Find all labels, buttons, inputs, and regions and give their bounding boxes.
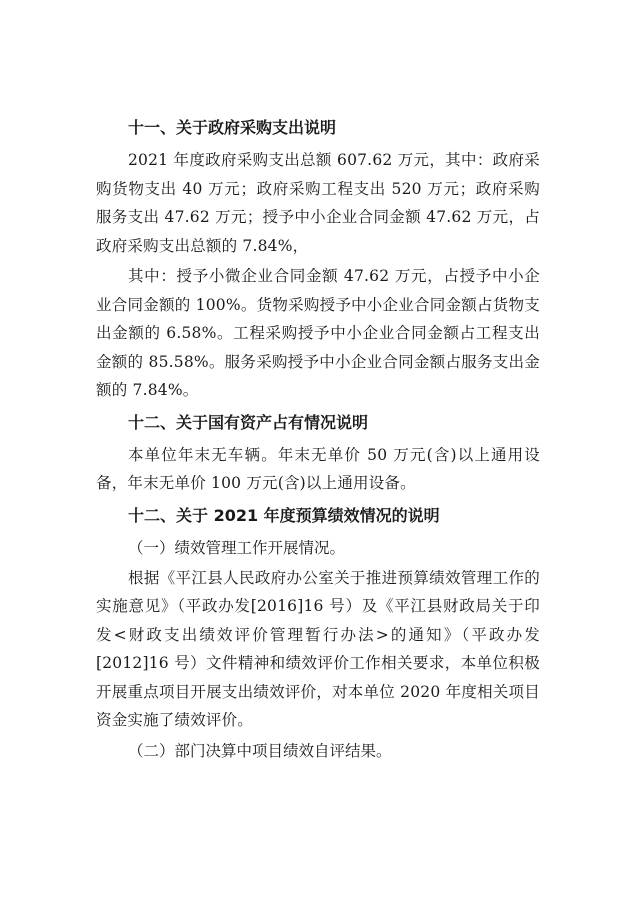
section-heading-budget-performance: 十二、关于 2021 年度预算绩效情况的说明 [128,505,440,525]
paragraph-procurement-total: 2021 年度政府采购支出总额 607.62 万元，其中：政府采购货物支出 40 万元；政府采购工程支出 520 万元；政府采购服务支出 47.62 万元；授予中小企业合同金额 47.62 万元，占政府采购支出总额的 7.84%， [96,151,540,255]
document-page [96,110,540,767]
paragraph-procurement-small-business: 其中：授予小微企业合同金额 47.62 万元，占授予中小企业合同金额的 100%。货物采购授予中小企业合同金额占货物支出金额的 6.58%。工程采购授予中小企业合同金额占工程支出金额的 85.58%。服务采购授予中小企业合同金额占服务支出金额的 7.84%。 [96,267,540,399]
subheading-self-evaluation-results: （二）部门决算中项目绩效自评结果。 [128,741,392,760]
section-heading-government-procurement: 十一、关于政府采购支出说明 [128,118,337,137]
paragraph-performance-management: 根据《平江县人民政府办公室关于推进预算绩效管理工作的实施意见》（平政办发[2016]16 号）及《平江县财政局关于印发<财政支出绩效评价管理暂行办法>的通知》（平政办发[2012]16 号）文件精神和绩效评价工作相关要求，本单位积极开展重点项目开展支出绩效评价，对本单位 2020 年度相关项目资金实施了绩效评价。 [96,568,540,729]
subheading-performance-management: （一）绩效管理工作开展情况。 [128,538,346,557]
paragraph-state-assets: 本单位年末无车辆。年末无单价 50 万元(含)以上通用设备，年末无单价 100 万元(含)以上通用设备。 [96,445,540,492]
section-heading-state-assets: 十二、关于国有资产占有情况说明 [128,412,369,432]
